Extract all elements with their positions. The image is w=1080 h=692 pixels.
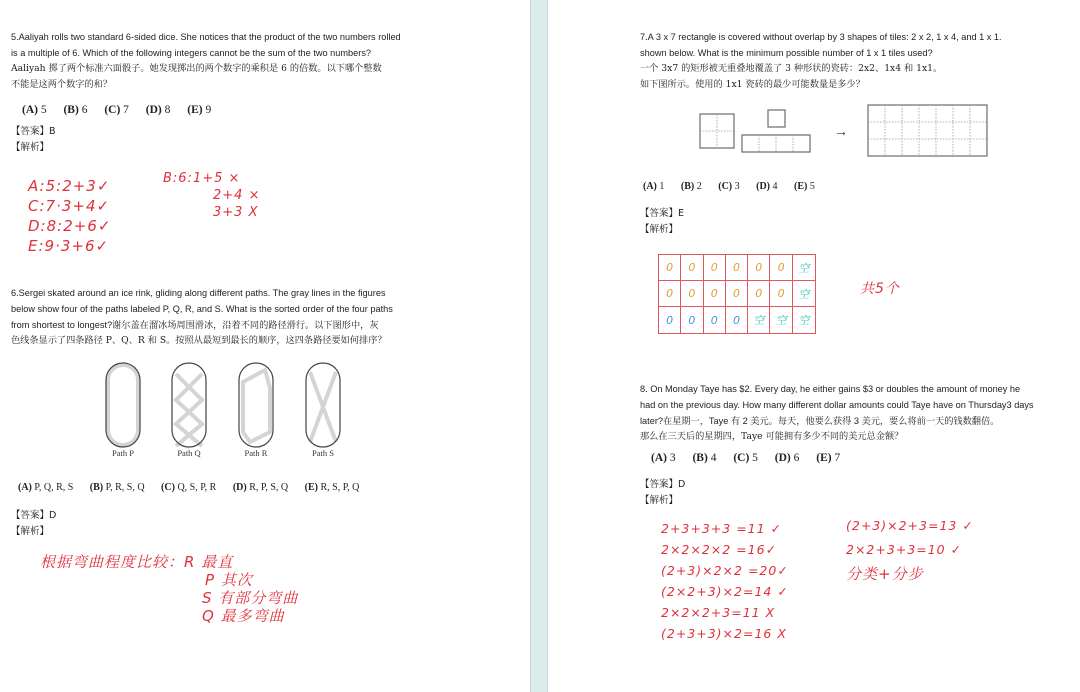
hw-line: 2×2×2+3=11 X: [661, 605, 776, 620]
q8-analysis-label: 【解析】: [640, 495, 679, 506]
grid-cell: 空: [798, 314, 810, 327]
q7-answer-label: 【答案】E: [640, 208, 685, 219]
path-r-figure: [239, 363, 273, 447]
q7-choice-e: (E) 5: [794, 181, 815, 192]
hw-line: (2+3+3)×2=16 X: [661, 626, 787, 641]
q7-text-2: shown below. What is the minimum possible number of 1 x 1 tiles used?: [640, 48, 933, 58]
grid-cell: 0: [748, 281, 770, 307]
q6-choices: [18, 482, 373, 493]
q5-choice-b: (B) 6: [63, 104, 88, 116]
q6-answer: [11, 508, 56, 540]
q5-choice-a: (A) 5: [22, 104, 47, 116]
grid-cell: 0: [726, 307, 748, 333]
q8-handwritten-right: [846, 514, 974, 586]
path-r-label: Path R: [244, 448, 268, 458]
q8-choice-c: (C) 5: [733, 452, 758, 464]
grid-cell: 空: [793, 255, 815, 281]
q7-choice-a: (A) 1: [643, 181, 665, 192]
q5-handwritten-left: [28, 176, 111, 256]
q5-text-en-1: 5.Aaliyah rolls two standard 6-sided dice. She notices that the product of the two numbers rolled: [11, 32, 401, 42]
q8-choice-d: (D) 6: [774, 452, 800, 464]
hw-line: 2×2+3+3=10 ✓: [846, 542, 963, 557]
q7-choice-c: (C) 3: [718, 181, 740, 192]
q5-answer: [11, 124, 56, 156]
q5-answer-label: 【答案】B: [11, 126, 56, 137]
tile-2x2: [700, 114, 734, 148]
grid-cell: 空: [770, 307, 792, 333]
q6-text-2: below show four of the paths labeled P, Q, R, and S. What is the sorted order of the four paths: [11, 304, 393, 314]
path-q-figure: [172, 363, 206, 447]
rect-3x7: [868, 105, 987, 156]
q8-answer-label: 【答案】D: [640, 479, 686, 490]
q7-tiles-figure: [691, 100, 991, 165]
path-q-label: Path Q: [177, 448, 201, 458]
q5-handwritten-right: [163, 170, 260, 221]
q5-choices: [22, 104, 225, 116]
hw-line: (2+3)×2+3=13 ✓: [846, 518, 974, 533]
q8-text-2: had on the previous day. How many different dollar amounts could Taye have on Thursday3 days: [640, 400, 1034, 410]
hw-line: 2+3+3+3 =11 ✓: [661, 521, 783, 536]
q6-choice-a: (A) P, Q, R, S: [18, 482, 74, 493]
path-s-label: Path S: [312, 448, 334, 458]
q7-text-3: 一个 3x7 的矩形被无重叠地覆盖了 3 种形状的瓷砖：2x2、1x4 和 1x1。: [640, 63, 943, 74]
grid-cell: 0: [659, 307, 681, 333]
q7-text-4: 如下图所示。使用的 1x1 瓷砖的最少可能数量是多少？: [640, 79, 865, 90]
q8-choice-a: (A) 3: [651, 452, 676, 464]
q8-text-4: 那么在三天后的星期四，Taye 可能拥有多少不同的美元总金额？: [640, 431, 904, 442]
path-p-figure: [106, 363, 140, 447]
q6-paths-figure: [90, 360, 370, 460]
tile-1x1: [768, 110, 785, 127]
hw-line: Q 最多弯曲: [202, 607, 285, 625]
q5-choice-d: (D) 8: [145, 104, 171, 116]
q5-text: [11, 29, 439, 93]
hw-line: A:5:2+3✓: [28, 177, 111, 195]
q5-analysis-label: 【解析】: [11, 142, 50, 153]
q5-text-en-2: is a multiple of 6. Which of the following integers cannot be the sum of the two numbers?: [11, 48, 372, 58]
q6-answer-label: 【答案】D: [11, 510, 57, 521]
grid-cell: 空: [793, 281, 815, 307]
q5-text-zh-2: 不能是这两个数字的和？: [11, 79, 113, 90]
q6-text-1: 6.Sergei skated around an ice rink, gliding along different paths. The gray lines in the figures: [11, 288, 386, 298]
document-page-right: [547, 0, 1080, 692]
q7-analysis-label: 【解析】: [640, 224, 679, 235]
grid-cell: 0: [726, 255, 748, 281]
hw-line: (2+3)×2×2 =20✓: [661, 563, 789, 578]
hw-line: S 有部分弯曲: [202, 589, 299, 607]
grid-cell: 空: [748, 307, 770, 333]
arrow-icon: →: [834, 123, 848, 139]
hw-line: 2×2×2×2 =16✓: [661, 542, 778, 557]
q6-choice-e: (E) R, S, P, Q: [304, 482, 360, 493]
q5-choice-c: (C) 7: [104, 104, 129, 116]
path-p-label: Path P: [112, 448, 134, 458]
q6-text-4: 色线条显示了四条路径 P、Q、R 和 S。按照从最短到最长的顺序，这四条路径要如何排序？: [11, 335, 387, 346]
grid-cell: 0: [726, 281, 748, 307]
hw-line: D:8:2+6✓: [28, 217, 112, 235]
hw-line: E:9·3+6✓: [28, 237, 110, 255]
q6-choice-b: (B) P, R, S, Q: [89, 482, 145, 493]
grid-cell: 0: [748, 255, 770, 281]
hw-line: P 其次: [205, 571, 253, 589]
q6-text-3: from shortest to longest?谢尔盖在溜冰场周围滑冰，沿着不同的路径滑行。以下图形中，灰: [11, 320, 379, 330]
grid-cell: 0: [681, 281, 703, 307]
q8-handwritten-left: [661, 518, 789, 644]
grid-cell: 0: [770, 255, 792, 281]
q6-text: [11, 285, 439, 349]
grid-cell: 0: [681, 255, 703, 281]
grid-cell: 0: [659, 281, 681, 307]
grid-cell: 0: [770, 281, 792, 307]
q7-handwritten-total: 共5个: [860, 281, 900, 297]
q8-text: [640, 381, 1066, 445]
q6-choice-d: (D) R, P, S, Q: [232, 482, 289, 493]
grid-cell: 0: [704, 255, 726, 281]
q7-choice-b: (B) 2: [680, 181, 702, 192]
q6-choice-c: (C) Q, S, P, R: [161, 482, 217, 493]
hw-line: 分类+分步: [846, 565, 924, 583]
q8-text-1: 8. On Monday Taye has $2. Every day, he either gains $3 or doubles the amount of money he: [640, 384, 1021, 394]
hw-line: (2×2+3)×2=14 ✓: [661, 584, 789, 599]
q6-analysis-label: 【解析】: [11, 526, 50, 537]
q8-choices: [651, 452, 854, 464]
grid-cell: 0: [704, 281, 726, 307]
q8-answer: [640, 477, 685, 509]
q6-handwritten: [40, 553, 298, 625]
q5-text-zh-1: Aaliyah 掷了两个标准六面骰子。她发现掷出的两个数字的乘积是 6 的倍数。以下哪个整数: [11, 63, 382, 74]
q7-text: [640, 29, 1060, 93]
q8-text-3: later?在星期一，Taye 有 2 美元。每天，他要么获得 3 美元，要么将前一天的钱数翻倍。: [640, 416, 1000, 426]
hw-line: 根据弯曲程度比较：R 最直: [40, 553, 234, 571]
q7-handwritten-grid: [658, 254, 816, 334]
hw-line: 2+4 ×: [213, 188, 261, 203]
q5-choice-e: (E) 9: [187, 104, 212, 116]
path-s-figure: [306, 363, 340, 447]
q7-choice-d: (D) 4: [756, 181, 778, 192]
document-page-left: [0, 0, 531, 692]
grid-cell: 0: [681, 307, 703, 333]
grid-cell: 0: [704, 307, 726, 333]
q8-choice-e: (E) 7: [816, 452, 841, 464]
q7-choices: [643, 181, 829, 192]
q7-answer: [640, 206, 684, 238]
q8-choice-b: (B) 4: [692, 452, 717, 464]
hw-line: C:7·3+4✓: [28, 197, 111, 215]
hw-line: B:6:1+5 ×: [163, 171, 241, 186]
hw-line: 3+3 X: [213, 205, 259, 220]
tile-1x4: [742, 135, 810, 152]
q7-text-1: 7.A 3 x 7 rectangle is covered without overlap by 3 shapes of tiles: 2 x 2, 1 x 4, and 1 x 1.: [640, 32, 1002, 42]
grid-cell: 0: [659, 255, 681, 281]
